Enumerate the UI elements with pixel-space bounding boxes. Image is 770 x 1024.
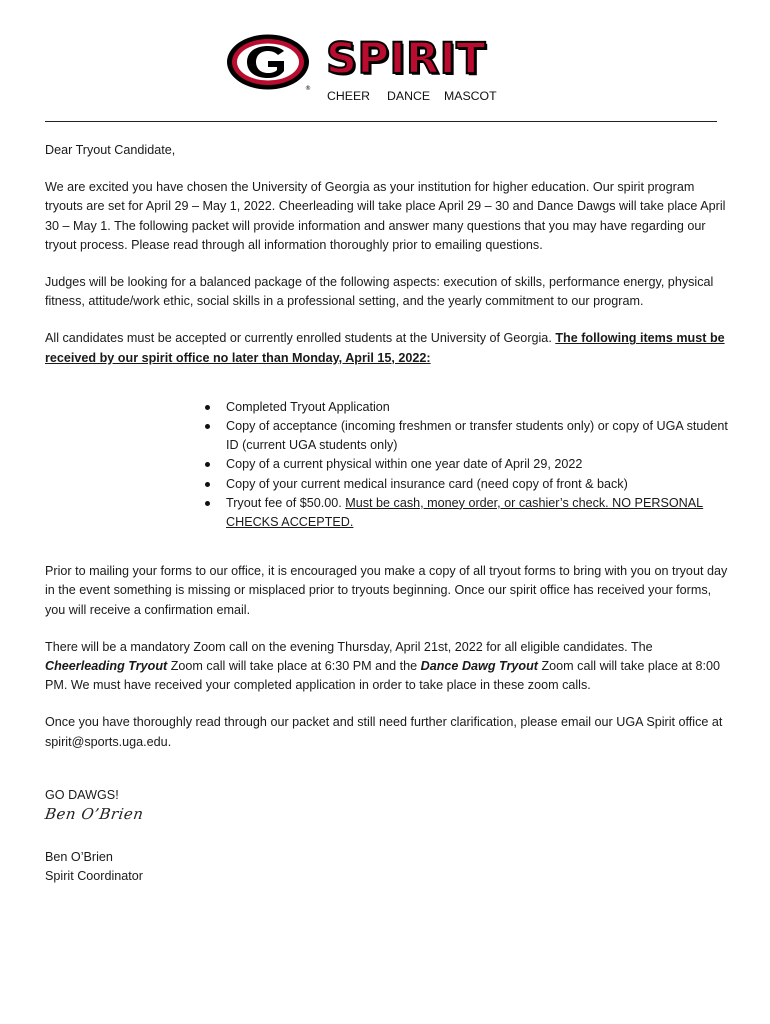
paragraph-zoom <box>45 638 730 696</box>
list-item-text: Copy of a current physical within one year date of April 29, 2022 <box>226 457 583 472</box>
list-item-text: Tryout fee of $50.00. <box>226 495 346 510</box>
nav-dance: DANCE <box>387 89 431 103</box>
requirements-list <box>45 398 730 532</box>
list-item-text: Copy of your current medical insurance card (need copy of front & back) <box>226 476 628 491</box>
georgia-g-logo <box>226 33 312 91</box>
list-item <box>226 475 730 494</box>
list-item <box>226 455 730 474</box>
zoom-text-1: There will be a mandatory Zoom call on the evening Thursday, April 21st, 2022 for all eligible candidates. The <box>45 639 653 654</box>
list-item <box>226 398 730 417</box>
header-divider <box>45 121 717 122</box>
signer-title: Spirit Coordinator <box>45 869 143 884</box>
payment-restriction: Must be cash, money order, or cashier’s check. NO PERSONAL CHECKS ACCEPTED. <box>226 495 704 530</box>
spirit-wordmark: SPIRIT <box>326 34 486 84</box>
list-item <box>226 494 730 532</box>
nav-cheer: CHEER <box>327 89 371 103</box>
paragraph-judging: Judges will be looking for a balanced package of the following aspects: execution of skills, performance energy, physical fitness, attitude/work ethic, social skills in a professional setting, and the yearly commitment to our program. <box>45 275 714 309</box>
list-item <box>226 417 730 455</box>
dance-tryout-label: Dance Dawg Tryout <box>420 659 538 674</box>
handwritten-signature: Ben O’Brien <box>43 805 145 824</box>
registered-mark: ® <box>305 85 311 91</box>
requirements-lead: All candidates must be accepted or currently enrolled students at the University of Georgia. <box>45 331 556 346</box>
requirements-deadline: The following items must be received by our spirit office no later than Monday, April 15, 2022: <box>45 331 725 365</box>
list-item-text: Copy of acceptance (incoming freshmen or transfer students only) or copy of UGA student ID (current UGA students only) <box>226 419 728 453</box>
nav-mascot: MASCOT <box>444 89 497 103</box>
paragraph-intro: We are excited you have chosen the University of Georgia as your institution for higher education. Our spirit program tryouts are set for April 29 – May 1, 2022. Cheerleading will take place April 29 – 30 and Dance Dawgs will take place April 30 – May 1. The following packet will provide information and answer many questions that you may have regarding our tryout process. Please read through all information thoroughly prior to emailing questions. <box>45 180 726 252</box>
paragraph-requirements <box>45 329 730 367</box>
zoom-text-2: Zoom call will take place at 6:30 PM and the <box>167 659 421 674</box>
letterhead <box>0 0 770 125</box>
paragraph-mailing: Prior to mailing your forms to our office, it is encouraged you make a copy of all tryout forms to bring with you on tryout day in the event something is missing or misplaced prior to tryouts beginning. Once our spirit office has received your forms, you will receive a confirmation email. <box>45 564 728 617</box>
paragraph-contact: Once you have thoroughly read through our packet and still need further clarification, please email our UGA Spirit office at spirit@sports.uga.edu. <box>45 715 723 749</box>
cheer-tryout-label: Cheerleading Tryout <box>45 659 168 674</box>
signer-name: Ben O’Brien <box>45 850 113 865</box>
list-item-text: Completed Tryout Application <box>226 399 390 414</box>
closing: GO DAWGS! <box>45 787 119 802</box>
letter-body <box>45 141 730 887</box>
greeting: Dear Tryout Candidate, <box>45 143 176 157</box>
zoom-text-3: Zoom call will take place at 8:00 PM. We must have received your completed application in order to take place in these zoom calls. <box>45 659 720 693</box>
